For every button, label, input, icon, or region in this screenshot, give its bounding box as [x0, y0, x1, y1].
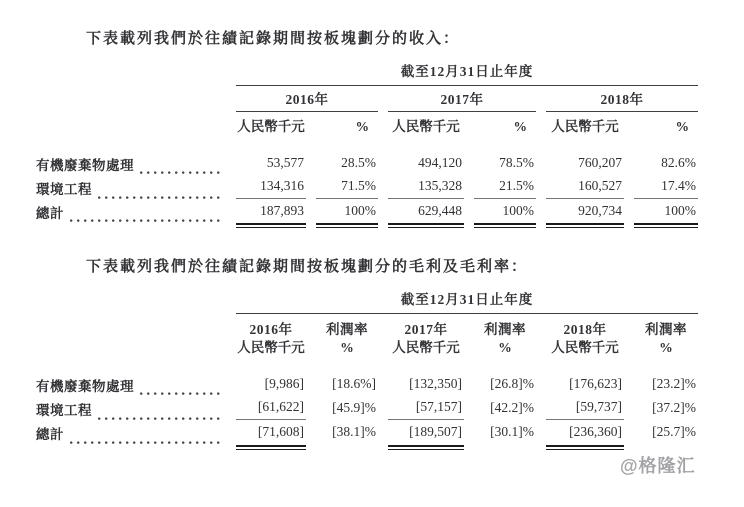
col-header-rmb: 人民幣千元	[392, 340, 460, 356]
dot-leader	[70, 211, 224, 222]
dot-leader	[140, 163, 224, 174]
row-label	[36, 174, 226, 199]
total-cell: [25.7]%	[652, 424, 696, 440]
value-cell: [57,157]	[388, 395, 464, 420]
table-row-environmental-engineering	[36, 395, 698, 420]
value-cell: [45.9]%	[332, 400, 376, 416]
table-row-organic-waste	[36, 151, 698, 175]
period-header: 截至12月31日止年度	[236, 291, 698, 314]
total-cell: 100%	[344, 202, 376, 218]
row-label	[36, 395, 226, 420]
row-label	[36, 420, 226, 444]
double-rule	[236, 223, 306, 228]
value-cell: [37.2]%	[652, 400, 696, 416]
value-cell: 21.5%	[474, 174, 536, 199]
value-cell: 53,577	[266, 154, 304, 170]
year-header-2016: 2016年	[249, 321, 293, 337]
total-cell: [189,507]	[409, 424, 462, 440]
period-header-row	[36, 63, 698, 86]
value-cell: [18.6%]	[332, 375, 376, 391]
row-label-text: 總計	[36, 427, 64, 443]
margin-header: 利潤率	[645, 321, 687, 337]
value-cell: 160,527	[546, 174, 624, 199]
year-header-2016: 2016年	[236, 86, 378, 113]
row-label-text: 環境工程	[36, 403, 92, 419]
gross-profit-table-caption: 下表載列我們於往績記錄期間按板塊劃分的毛利及毛利率：	[86, 259, 529, 276]
total-cell: [71,608]	[257, 424, 304, 440]
total-double-rule-row	[36, 222, 698, 228]
dot-leader	[98, 409, 224, 420]
row-label-text: 有機廢棄物處理	[36, 378, 134, 394]
double-rule	[236, 445, 306, 450]
row-label-text: 有機廢棄物處理	[36, 157, 134, 173]
value-cell: [9,986]	[264, 375, 304, 391]
value-cell: [23.2]%	[652, 375, 696, 391]
table-row-environmental-engineering	[36, 174, 698, 199]
double-rule	[388, 223, 464, 228]
value-cell: [42.2]%	[490, 400, 534, 416]
col-header-pct: %	[498, 340, 512, 356]
period-header: 截至12月31日止年度	[236, 63, 698, 86]
total-cell: 187,893	[260, 202, 304, 218]
table-row-organic-waste	[36, 372, 698, 396]
total-double-rule-row	[36, 444, 698, 450]
double-rule	[316, 223, 378, 228]
value-cell: 134,316	[236, 174, 306, 199]
double-rule	[546, 445, 624, 450]
col-header-pct: %	[659, 340, 673, 356]
value-cell: [26.8]%	[490, 375, 534, 391]
year-header-2017: 2017年	[404, 321, 448, 337]
value-cell: [176,623]	[569, 375, 622, 391]
col-header-rmb: 人民幣千元	[237, 340, 305, 356]
year-header-2017: 2017年	[388, 86, 536, 113]
dot-leader	[98, 188, 224, 199]
row-label	[36, 372, 226, 396]
double-rule	[474, 223, 536, 228]
total-cell: 920,734	[578, 202, 622, 218]
col-header-pct: %	[355, 119, 369, 135]
col-header-rmb: 人民幣千元	[237, 119, 305, 135]
total-cell: 100%	[664, 202, 696, 218]
col-header-rmb: 人民幣千元	[392, 119, 460, 135]
dot-leader	[70, 433, 224, 444]
table-row-total	[36, 420, 698, 444]
value-cell: 494,120	[418, 154, 462, 170]
value-cell: 78.5%	[499, 154, 534, 170]
unit-header-row	[36, 112, 698, 136]
value-cell: 135,328	[388, 174, 464, 199]
margin-header: 利潤率	[326, 321, 368, 337]
period-header-row	[36, 291, 698, 314]
value-cell: 760,207	[578, 154, 622, 170]
col-header-rmb: 人民幣千元	[551, 340, 619, 356]
col-header-rmb: 人民幣千元	[551, 119, 619, 135]
total-cell: [38.1]%	[332, 424, 376, 440]
value-cell: [132,350]	[409, 375, 462, 391]
revenue-table-caption: 下表載列我們於往績記錄期間按板塊劃分的收入：	[86, 31, 461, 47]
year-header-2018: 2018年	[563, 321, 607, 337]
value-cell: [59,737]	[546, 395, 624, 420]
table-row-total	[36, 199, 698, 223]
margin-header: 利潤率	[484, 321, 526, 337]
double-rule	[546, 223, 624, 228]
revenue-by-segment-table	[26, 63, 708, 228]
value-cell: 28.5%	[341, 154, 376, 170]
total-cell: 629,448	[418, 202, 462, 218]
total-cell: [30.1]%	[490, 424, 534, 440]
gelonghui-watermark: @格隆汇	[620, 456, 696, 476]
row-label-text: 總計	[36, 205, 64, 221]
group-header-row-1	[36, 314, 698, 339]
total-cell: [236,360]	[569, 424, 622, 440]
double-rule	[634, 223, 698, 228]
value-cell: 71.5%	[316, 174, 378, 199]
col-header-pct: %	[513, 119, 527, 135]
row-label	[36, 199, 226, 223]
row-label-text: 環境工程	[36, 182, 92, 198]
total-cell: 100%	[502, 202, 534, 218]
col-header-pct: %	[340, 340, 354, 356]
value-cell: 17.4%	[634, 174, 698, 199]
col-header-pct: %	[675, 119, 689, 135]
year-header-2018: 2018年	[546, 86, 698, 113]
value-cell: [61,622]	[236, 395, 306, 420]
year-header-row	[36, 86, 698, 113]
group-header-row-2	[36, 338, 698, 357]
prospectus-page	[0, 27, 744, 507]
gross-profit-by-segment-table	[26, 291, 708, 449]
dot-leader	[140, 385, 224, 396]
value-cell: 82.6%	[661, 154, 696, 170]
double-rule	[388, 445, 464, 450]
row-label	[36, 151, 226, 175]
